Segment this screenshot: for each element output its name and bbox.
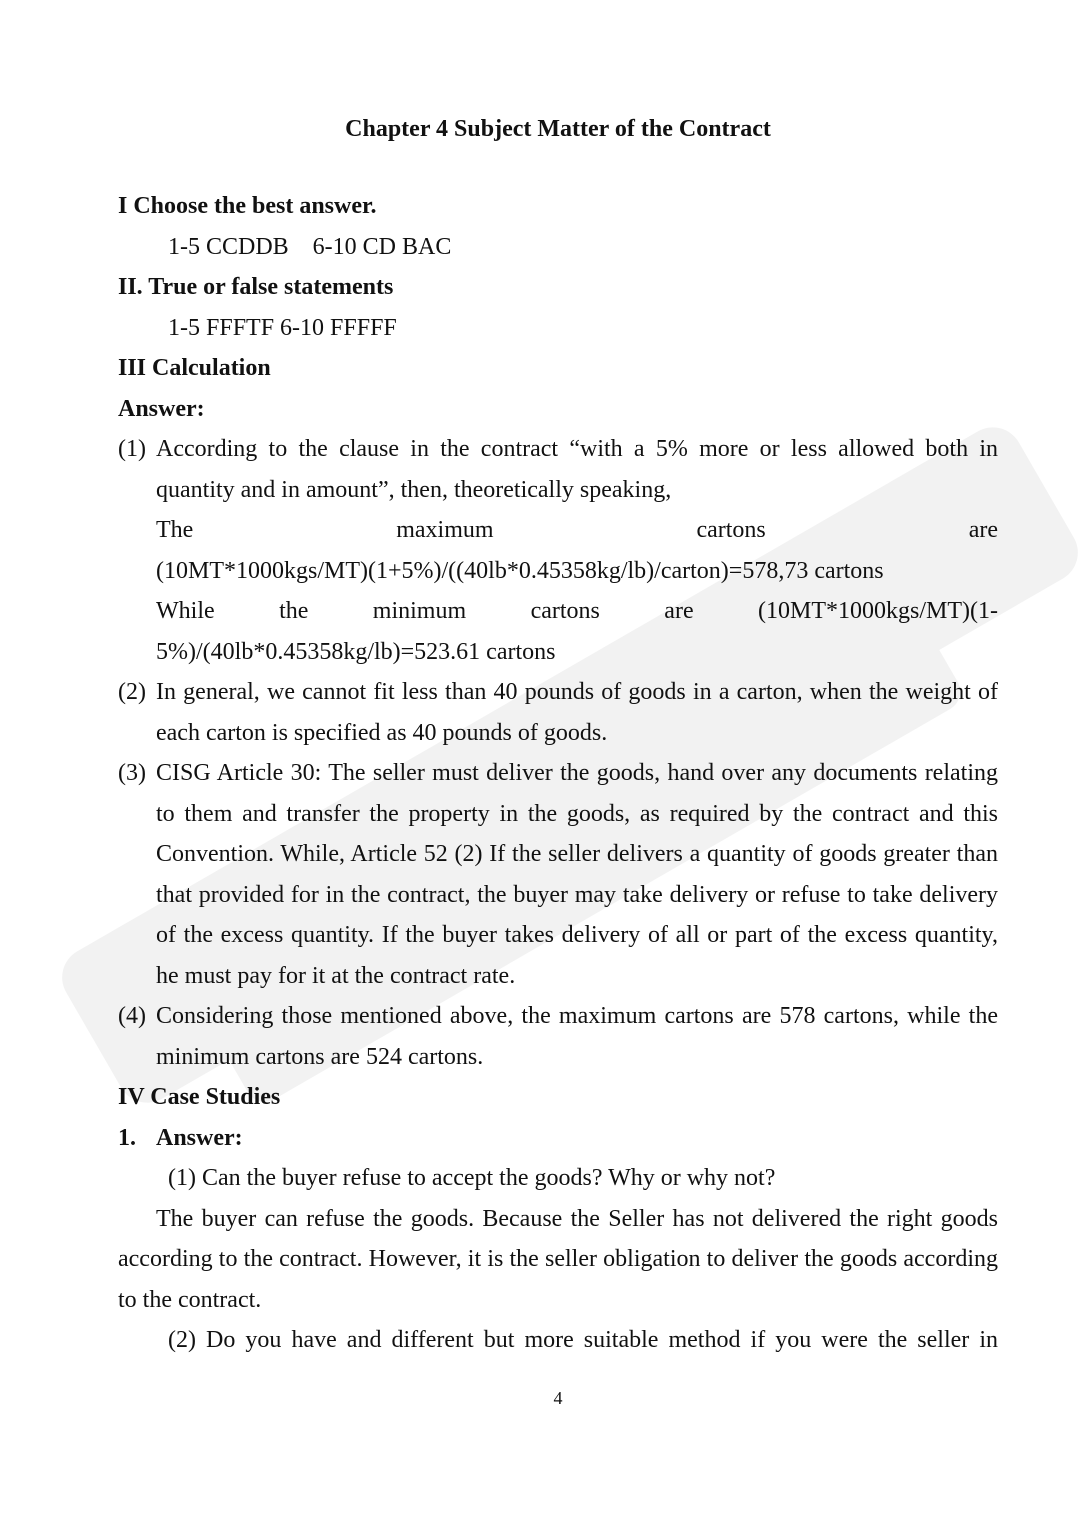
case-1-answer-1: The buyer can refuse the goods. Because the Seller has not delivered the right goods according to the contract. However, it is the seller obligation to deliver the goods according to the contract. bbox=[118, 1205, 998, 1313]
maximum-cartons-line-1: The maximum cartons are bbox=[156, 517, 998, 543]
section-heading-calculation: III Calculation bbox=[118, 355, 271, 381]
document-body bbox=[118, 186, 998, 1361]
minimum-cartons-line-2: 5%)/(40lb*0.45358kg/lb)=523.61 cartons bbox=[156, 638, 556, 665]
section-heading-true-false: II. True or false statements bbox=[118, 274, 394, 300]
calculation-item-1 bbox=[118, 429, 998, 672]
item-number: (3) bbox=[118, 760, 146, 786]
item-text: CISG Article 30: The seller must deliver the goods, hand over any documents relating to them and transfer the property in the goods, as required by the contract and this Convention. While, Article 52 (2) If the seller delivers a quantity of goods greater than that provided for in the contract, the buyer may take delivery or refuse to take delivery of the excess quantity. If the buyer takes delivery of all or part of the excess quantity, he must pay for it at the contract rate. bbox=[156, 760, 998, 989]
maximum-cartons-line-2: (10MT*1000kgs/MT)(1+5%)/((40lb*0.45358kg/lb)/carton)=578,73 cartons bbox=[156, 557, 884, 584]
section-heading-case-studies: IV Case Studies bbox=[118, 1084, 281, 1110]
item-text: Considering those mentioned above, the maximum cartons are 578 cartons, while the minimum cartons are 524 cartons. bbox=[156, 1003, 998, 1070]
item-text: According to the clause in the contract “with a 5% more or less allowed both in quantity and in amount”, then, theoretically speaking, bbox=[156, 436, 998, 503]
case-number: 1. bbox=[118, 1124, 136, 1151]
calculation-item-3 bbox=[118, 753, 998, 996]
true-false-answers: 1-5 FFFTF 6-10 FFFFF bbox=[168, 314, 397, 341]
section-heading-choose: I Choose the best answer. bbox=[118, 193, 377, 219]
minimum-cartons-line-1: While the minimum cartons are (10MT*1000kgs/MT)(1- bbox=[156, 598, 998, 624]
item-number: (2) bbox=[118, 679, 146, 705]
item-text: In general, we cannot fit less than 40 pounds of goods in a carton, when the weight of each carton is specified as 40 pounds of goods. bbox=[156, 679, 998, 746]
page-number: 4 bbox=[553, 1388, 563, 1408]
case-1-question-2: (2) Do you have and different but more suitable method if you were the seller in bbox=[168, 1327, 998, 1353]
calculation-item-4 bbox=[118, 996, 998, 1077]
item-number: (1) bbox=[118, 436, 146, 462]
case-answer-label: Answer: bbox=[156, 1124, 243, 1151]
item-number: (4) bbox=[118, 1003, 146, 1029]
chapter-title: Chapter 4 Subject Matter of the Contract bbox=[345, 116, 771, 142]
case-1-question-1: (1) Can the buyer refuse to accept the goods? Why or why not? bbox=[168, 1165, 776, 1191]
calculation-item-2 bbox=[118, 672, 998, 753]
case-1-answer-heading bbox=[118, 1118, 998, 1159]
choose-answers: 1-5 CCDDB 6-10 CD BAC bbox=[168, 233, 452, 260]
answer-label: Answer: bbox=[118, 395, 205, 422]
